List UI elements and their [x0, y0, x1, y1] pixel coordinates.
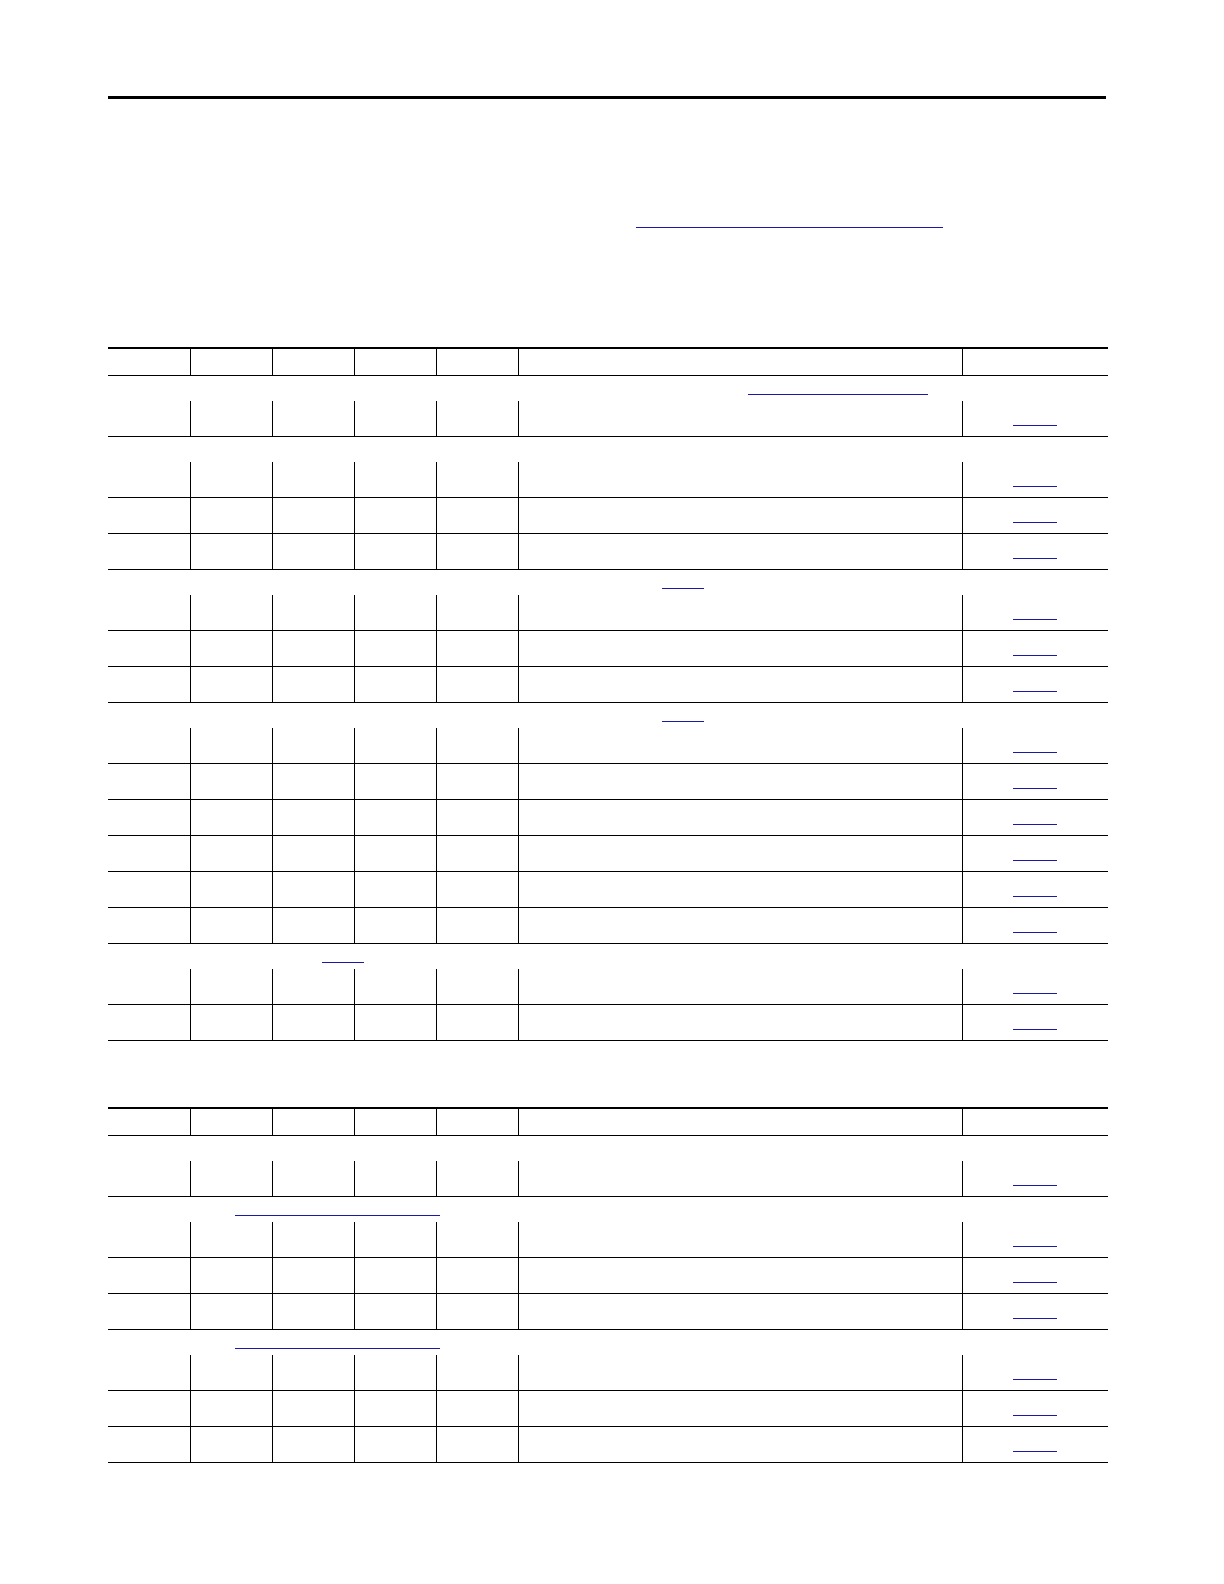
table-row — [108, 534, 1108, 570]
table-row — [108, 1005, 1108, 1041]
header-cell — [108, 1108, 190, 1136]
header-cell — [962, 348, 1108, 376]
header-cell — [190, 1108, 272, 1136]
header-cell — [518, 348, 962, 376]
group-caption-row — [108, 944, 1108, 970]
header-cell — [272, 348, 354, 376]
table-row — [108, 800, 1108, 836]
page-link[interactable] — [1013, 810, 1057, 825]
intro-link[interactable] — [636, 211, 943, 228]
table-1 — [108, 347, 1108, 1041]
table-row — [108, 1391, 1108, 1427]
table-row — [108, 1258, 1108, 1294]
group-caption-row — [108, 376, 1108, 402]
group-caption-row — [108, 570, 1108, 596]
page-link[interactable] — [1013, 918, 1057, 933]
group-caption-row — [108, 437, 1108, 463]
group-caption-row — [108, 1330, 1108, 1356]
table-2 — [108, 1107, 1108, 1463]
group-caption-link[interactable] — [235, 1201, 440, 1216]
group-caption-row — [108, 703, 1108, 729]
group-caption-link[interactable] — [235, 1334, 440, 1349]
table-row — [108, 872, 1108, 908]
page-link[interactable] — [1013, 1401, 1057, 1416]
page-link[interactable] — [1013, 1437, 1057, 1452]
table-row — [108, 595, 1108, 631]
page-link[interactable] — [1013, 1268, 1057, 1283]
page-link[interactable] — [1013, 1171, 1057, 1186]
header-cell — [272, 1108, 354, 1136]
page-link[interactable] — [1013, 411, 1057, 426]
page-link[interactable] — [1013, 472, 1057, 487]
page-link[interactable] — [1013, 979, 1057, 994]
table-row — [108, 1222, 1108, 1258]
table-row — [108, 498, 1108, 534]
table-header — [108, 1108, 1108, 1136]
table-header — [108, 348, 1108, 376]
table-row — [108, 764, 1108, 800]
page-link[interactable] — [1013, 738, 1057, 753]
header-cell — [962, 1108, 1108, 1136]
table-row — [108, 667, 1108, 703]
table-row — [108, 1355, 1108, 1391]
table-row — [108, 1294, 1108, 1330]
group-caption-row — [108, 1136, 1108, 1162]
table-row — [108, 1161, 1108, 1197]
page-link[interactable] — [1013, 677, 1057, 692]
page-link[interactable] — [1013, 508, 1057, 523]
page-link[interactable] — [1013, 774, 1057, 789]
table-row — [108, 1427, 1108, 1463]
group-caption-row — [108, 1197, 1108, 1223]
table-row — [108, 401, 1108, 437]
group-caption-link[interactable] — [662, 574, 704, 589]
header-cell — [354, 1108, 436, 1136]
table-row — [108, 908, 1108, 944]
page-link[interactable] — [1013, 544, 1057, 559]
header-cell — [354, 348, 436, 376]
page-link[interactable] — [1013, 882, 1057, 897]
page-link[interactable] — [1013, 1232, 1057, 1247]
header-cell — [436, 348, 518, 376]
group-caption-link[interactable] — [322, 948, 364, 963]
page-link[interactable] — [1013, 1304, 1057, 1319]
table-row — [108, 462, 1108, 498]
page-link[interactable] — [1013, 1365, 1057, 1380]
table-row — [108, 728, 1108, 764]
header-rule — [108, 96, 1106, 99]
header-cell — [436, 1108, 518, 1136]
group-caption-link[interactable] — [748, 380, 928, 395]
group-caption-link[interactable] — [662, 707, 704, 722]
header-cell — [190, 348, 272, 376]
page-link[interactable] — [1013, 846, 1057, 861]
page-link[interactable] — [1013, 605, 1057, 620]
header-cell — [518, 1108, 962, 1136]
table-row — [108, 969, 1108, 1005]
table-row — [108, 836, 1108, 872]
page-link[interactable] — [1013, 1015, 1057, 1030]
table-row — [108, 631, 1108, 667]
page-link[interactable] — [1013, 641, 1057, 656]
header-cell — [108, 348, 190, 376]
